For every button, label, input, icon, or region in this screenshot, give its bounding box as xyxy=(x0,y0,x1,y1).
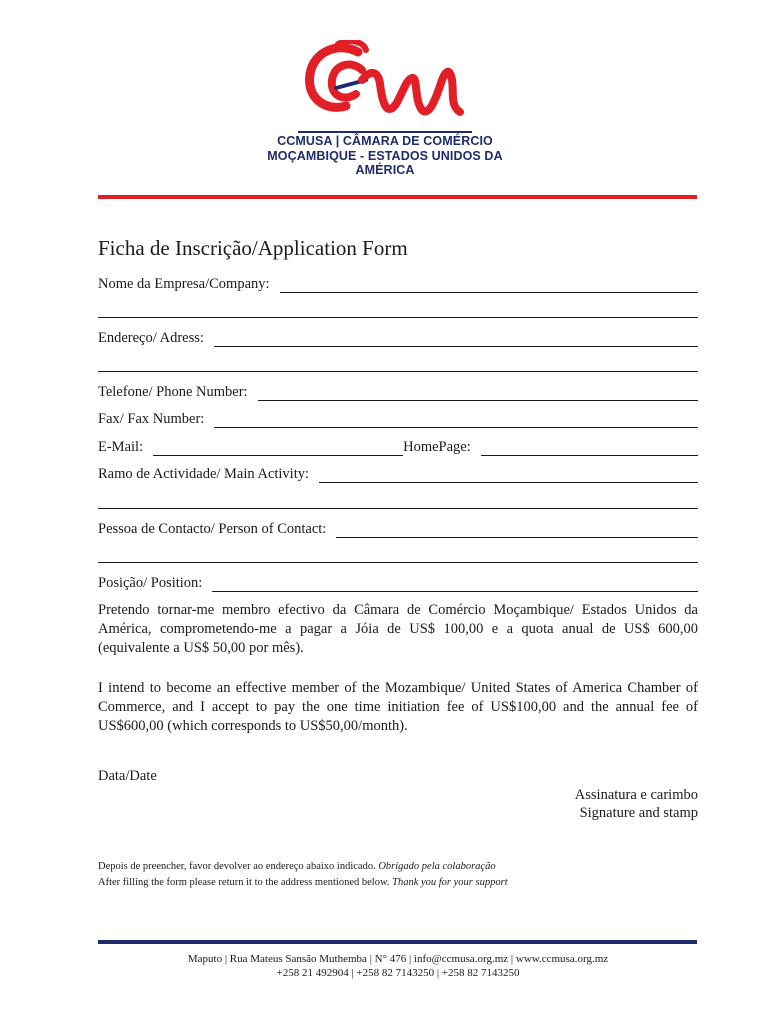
address-field-line2[interactable] xyxy=(98,371,698,372)
email-label: E-Mail: xyxy=(98,439,144,455)
email-homepage-row xyxy=(98,436,698,456)
return-note-en-thanks: Thank you for your support xyxy=(392,877,508,888)
position-row xyxy=(98,572,698,592)
phone-label: Telefone/ Phone Number: xyxy=(98,384,248,400)
return-note-en xyxy=(98,877,698,888)
activity-field-line2[interactable] xyxy=(98,508,698,509)
date-label: Data/Date xyxy=(98,768,157,784)
contact-field[interactable] xyxy=(336,523,698,538)
activity-field[interactable] xyxy=(319,468,698,483)
email-field[interactable] xyxy=(153,441,403,456)
address-label: Endereço/ Adress: xyxy=(98,330,204,346)
footer-phones: +258 21 492904 | +258 82 7143250 | +258 82 7143250 xyxy=(276,967,520,979)
contact-field-line2[interactable] xyxy=(98,562,698,563)
phone-row xyxy=(98,381,698,401)
fax-row xyxy=(98,408,698,428)
fax-label: Fax/ Fax Number: xyxy=(98,411,205,427)
footer-address: Maputo | Rua Mateus Sansão Muthemba | N° 476 | info@ccmusa.org.mz | www.ccmusa.org.mz xyxy=(187,953,609,965)
company-field-line2[interactable] xyxy=(98,317,698,318)
phone-field[interactable] xyxy=(258,386,698,401)
footer-divider xyxy=(98,940,697,944)
contact-row xyxy=(98,518,698,538)
membership-text-pt: Pretendo tornar-me membro efectivo da Câmara de Comércio Moçambique/ Estados Unidos da América, comprometendo-me a pagar a Jóia de US$ 100,00 e a quota anual de US$ 600,00 (equivalente a US$ 50,00 por mês). xyxy=(98,602,698,656)
company-label: Nome da Empresa/Company: xyxy=(98,276,270,292)
return-note-pt-thanks: Obrigado pela colaboração xyxy=(378,861,496,872)
return-note-en-text: After filling the form please return it to the address mentioned below. xyxy=(98,877,390,888)
position-field[interactable] xyxy=(212,577,698,592)
return-note-pt xyxy=(98,861,698,872)
activity-label: Ramo de Actividade/ Main Activity: xyxy=(98,466,310,482)
contact-label: Pessoa de Contacto/ Person of Contact: xyxy=(98,521,327,537)
return-note-pt-text: Depois de preencher, favor devolver ao endereço abaixo indicado. xyxy=(98,861,376,872)
header-divider xyxy=(98,195,697,199)
logo-org-subtitle: MOÇAMBIQUE - ESTADOS UNIDOS DA AMÉRICA xyxy=(267,149,503,177)
address-field[interactable] xyxy=(214,332,698,347)
homepage-field[interactable] xyxy=(481,441,698,456)
signature-label-pt: Assinatura e carimbo xyxy=(574,787,698,803)
logo-org-name: CCMUSA | CÂMARA DE COMÉRCIO xyxy=(277,134,493,148)
position-label: Posição/ Position: xyxy=(98,575,203,591)
ccmusa-logo-icon xyxy=(300,40,470,132)
company-row xyxy=(98,273,698,293)
fax-field[interactable] xyxy=(214,413,698,428)
signature-label-en: Signature and stamp xyxy=(579,805,698,821)
page-title: Ficha de Inscrição/Application Form xyxy=(98,236,408,260)
logo-divider xyxy=(298,131,472,133)
homepage-label: HomePage: xyxy=(403,439,471,455)
company-field[interactable] xyxy=(280,278,698,293)
address-row xyxy=(98,327,698,347)
activity-row xyxy=(98,463,698,483)
membership-text-en: I intend to become an effective member of the Mozambique/ United States of America Chamber of Commerce, and I accept to pay the one time initiation fee of US$100,00 and the annual fee of US$600,00 (which corresponds to US$50,00/month). xyxy=(98,680,698,734)
